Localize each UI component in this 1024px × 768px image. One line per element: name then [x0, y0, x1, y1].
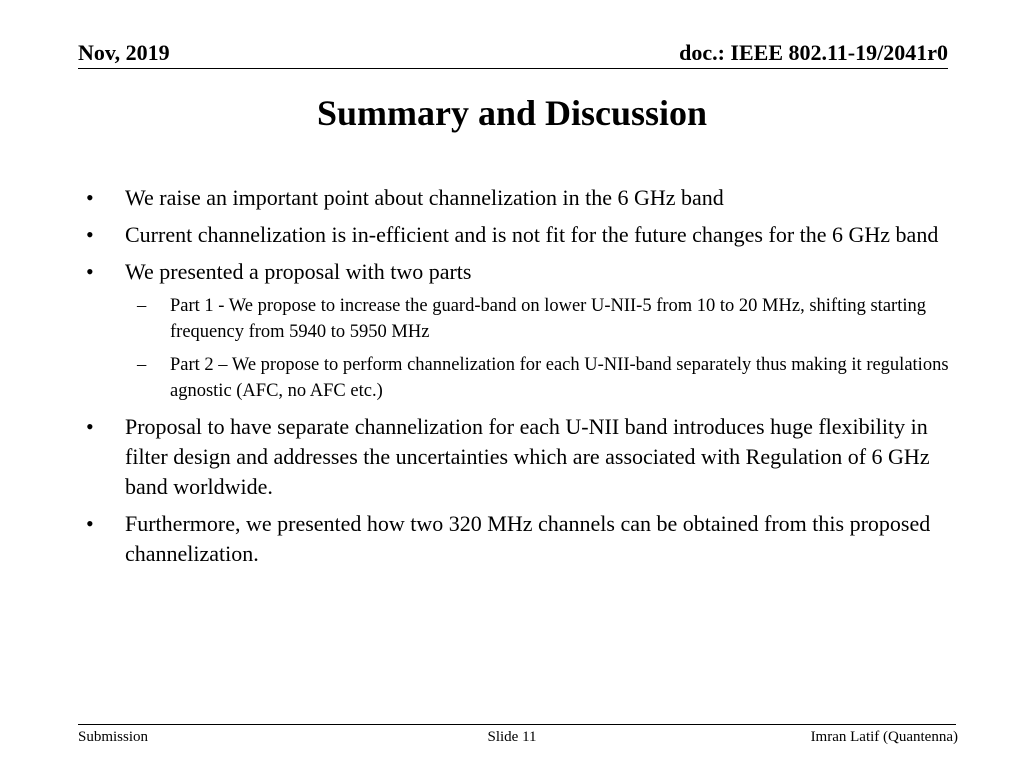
bullet-text: Furthermore, we presented how two 320 MHz channels can be obtained from this proposed channelization. — [125, 511, 931, 566]
header-doc-id: doc.: IEEE 802.11-19/2041r0 — [679, 40, 948, 65]
footer-slide-number: Slide 11 — [487, 729, 537, 745]
bullet-glyph: • — [86, 259, 94, 284]
footer-submission: Submission — [78, 729, 149, 745]
bullet-text: We presented a proposal with two parts — [125, 259, 472, 284]
sub-bullet-item — [82, 294, 952, 345]
bullet-item — [82, 509, 952, 569]
header-divider — [78, 68, 948, 69]
bullet-item — [82, 412, 952, 502]
bullet-item — [82, 257, 952, 287]
footer-author: Imran Latif (Quantenna) — [810, 729, 958, 745]
sub-bullet-glyph: – — [137, 296, 147, 316]
footer-divider — [78, 724, 956, 725]
bullet-glyph: • — [86, 511, 94, 536]
bullet-text: Current channelization is in-efficient and is not fit for the future changes for the 6 GHz band — [125, 222, 939, 247]
slide-title: Summary and Discussion — [316, 93, 708, 133]
bullet-item — [82, 183, 952, 213]
sub-bullet-item — [82, 353, 952, 404]
bullet-text: We raise an important point about channelization in the 6 GHz band — [125, 185, 724, 210]
header-date: Nov, 2019 — [78, 40, 170, 65]
bullet-glyph: • — [86, 222, 94, 247]
sub-bullet-text: Part 2 – We propose to perform channelization for each U-NII-band separately thus making it regulations agnostic (AFC, no AFC etc.) — [170, 355, 949, 401]
bullet-glyph: • — [86, 185, 94, 210]
sub-bullet-glyph: – — [137, 355, 147, 375]
slide-body — [82, 183, 952, 576]
bullet-item — [82, 220, 952, 250]
bullet-text: Proposal to have separate channelization for each U-NII band introduces huge flexibility in filter design and addresses the uncertainties which are associated with Regulation of 6 GHz band worldwide. — [125, 414, 930, 499]
bullet-glyph: • — [86, 414, 94, 439]
sub-bullet-text: Part 1 - We propose to increase the guard-band on lower U-NII-5 from 10 to 20 MHz, shifting starting frequency from 5940 to 5950 MHz — [170, 296, 926, 342]
